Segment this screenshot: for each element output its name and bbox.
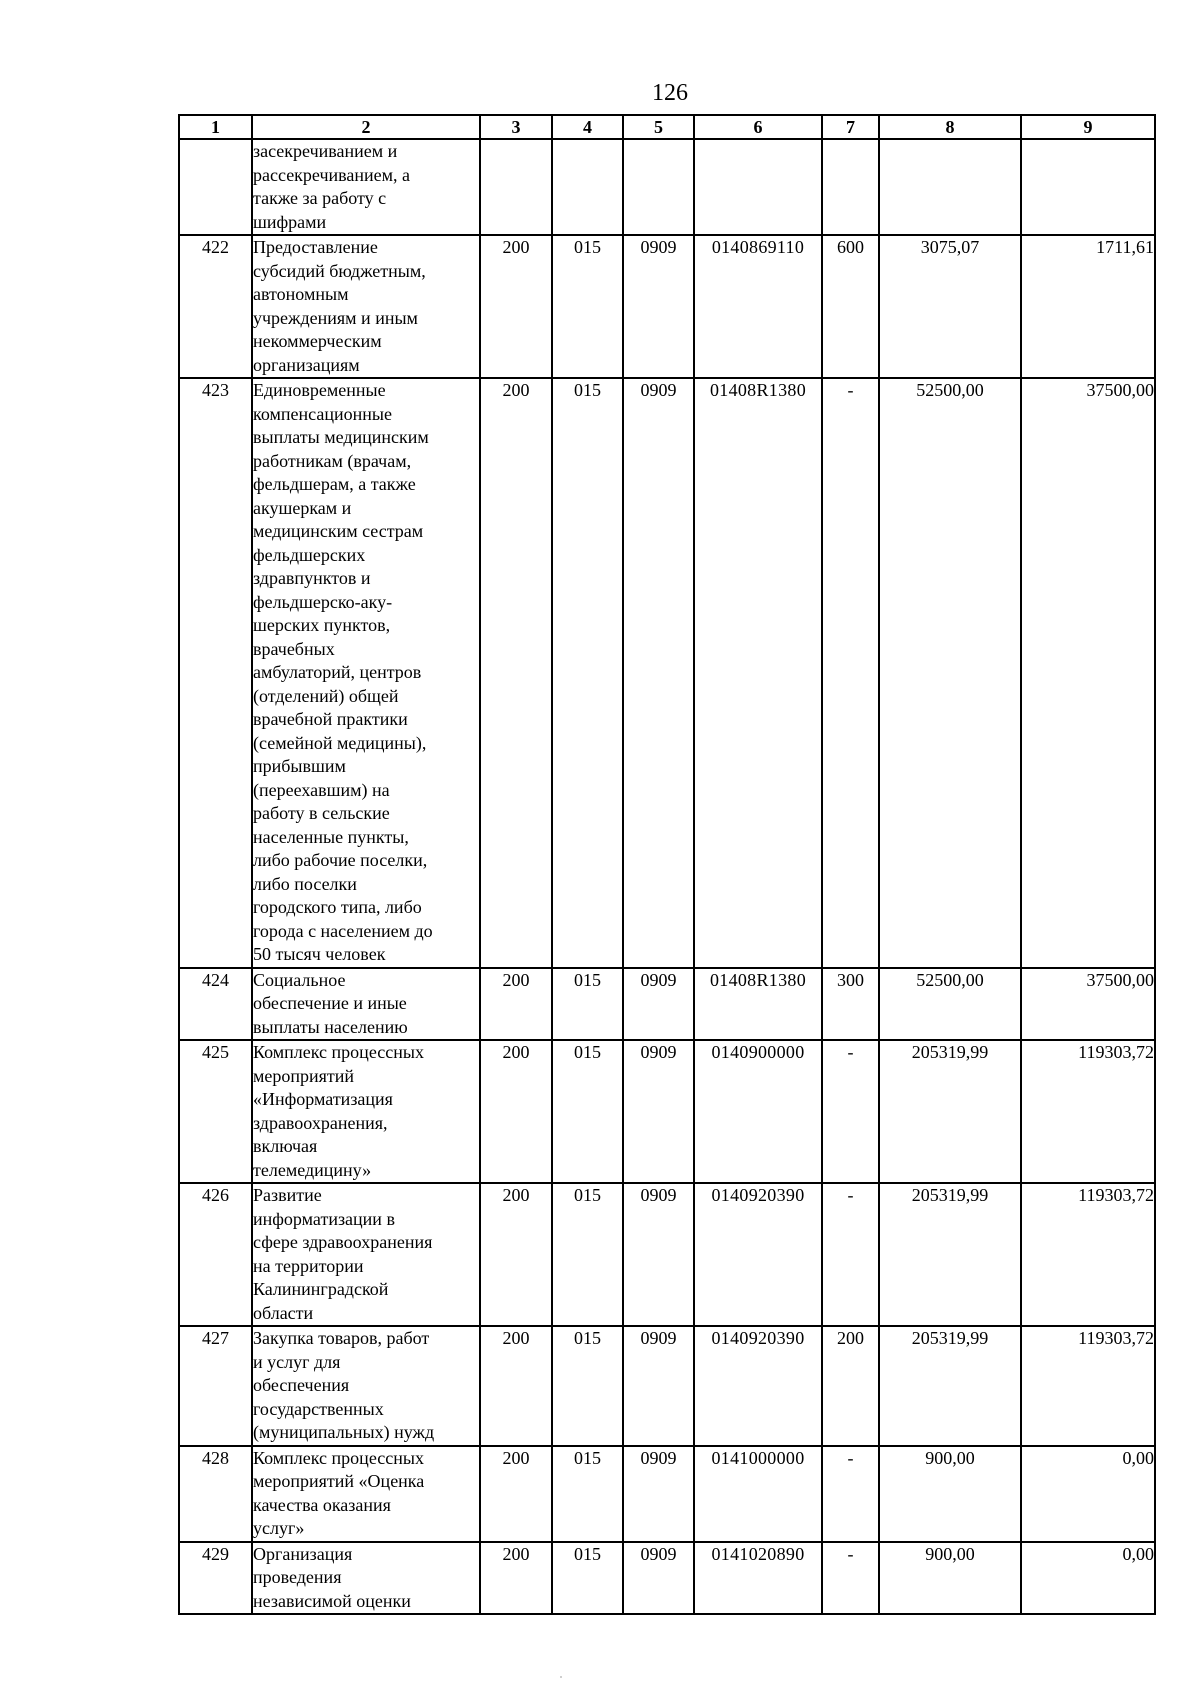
table-cell-col1: 423 xyxy=(179,378,252,968)
table-row xyxy=(179,1446,1155,1542)
table-cell-col4: 015 xyxy=(552,1542,623,1615)
table-cell-col5: 0909 xyxy=(623,1542,694,1615)
table-cell-col6: 01408R1380 xyxy=(694,378,822,968)
table-cell-col5: 0909 xyxy=(623,1326,694,1446)
budget-table xyxy=(178,114,1156,1615)
table-cell-col3: 200 xyxy=(480,235,552,378)
table-cell-col3: 200 xyxy=(480,1040,552,1183)
table-cell-col3: 200 xyxy=(480,1542,552,1615)
table-cell-col1 xyxy=(179,139,252,235)
table-cell-col6: 0140920390 xyxy=(694,1326,822,1446)
table-row xyxy=(179,1542,1155,1615)
table-cell-col5: 0909 xyxy=(623,378,694,968)
header-cell-4: 4 xyxy=(552,115,623,139)
table-cell-col8: 205319,99 xyxy=(879,1040,1021,1183)
table-cell-col4: 015 xyxy=(552,1446,623,1542)
table-cell-col4: 015 xyxy=(552,1326,623,1446)
table-cell-col9: 0,00 xyxy=(1021,1542,1155,1615)
table-cell-col2: засекречиванием и рассекречиванием, а также за работу с шифрами xyxy=(252,139,480,235)
table-cell-col1: 424 xyxy=(179,968,252,1041)
table-cell-col6: 0140900000 xyxy=(694,1040,822,1183)
table-row xyxy=(179,1326,1155,1446)
table-cell-col2: Социальное обеспечение и иные выплаты населению xyxy=(252,968,480,1041)
table-cell-col6: 0140920390 xyxy=(694,1183,822,1326)
table-cell-col8: 900,00 xyxy=(879,1542,1021,1615)
table-cell-col7: - xyxy=(822,1446,879,1542)
table-cell-col6: 0141000000 xyxy=(694,1446,822,1542)
table-cell-col3: 200 xyxy=(480,968,552,1041)
table-cell-col8: 205319,99 xyxy=(879,1326,1021,1446)
table-cell-col3: 200 xyxy=(480,1446,552,1542)
table-cell-col9: 1711,61 xyxy=(1021,235,1155,378)
table-cell-col1: 427 xyxy=(179,1326,252,1446)
table-row xyxy=(179,1040,1155,1183)
table-row xyxy=(179,235,1155,378)
table-cell-col9: 119303,72 xyxy=(1021,1040,1155,1183)
table-cell-col4: 015 xyxy=(552,1040,623,1183)
table-cell-col7: - xyxy=(822,1542,879,1615)
table-cell-col3: 200 xyxy=(480,378,552,968)
header-cell-1: 1 xyxy=(179,115,252,139)
header-cell-8: 8 xyxy=(879,115,1021,139)
table-cell-col7: 300 xyxy=(822,968,879,1041)
table-cell-col2: Организация проведения независимой оценки xyxy=(252,1542,480,1615)
table-cell-col4: 015 xyxy=(552,1183,623,1326)
table-row xyxy=(179,1183,1155,1326)
table-cell-col3: 200 xyxy=(480,1326,552,1446)
table-cell-col1: 422 xyxy=(179,235,252,378)
table-row xyxy=(179,378,1155,968)
table-cell-col7: 600 xyxy=(822,235,879,378)
table-cell-col4: 015 xyxy=(552,378,623,968)
table-cell-col9: 119303,72 xyxy=(1021,1326,1155,1446)
table-cell-col2: Развитие информатизации в сфере здравоохранения на территории Калининградской области xyxy=(252,1183,480,1326)
table-cell-col8: 900,00 xyxy=(879,1446,1021,1542)
table-cell-col1: 426 xyxy=(179,1183,252,1326)
table-row xyxy=(179,968,1155,1041)
table-cell-col1: 425 xyxy=(179,1040,252,1183)
table-cell-col5: 0909 xyxy=(623,1446,694,1542)
table-cell-col9: 0,00 xyxy=(1021,1446,1155,1542)
table-cell-col6: 0140869110 xyxy=(694,235,822,378)
header-cell-6: 6 xyxy=(694,115,822,139)
table-cell-col8: 3075,07 xyxy=(879,235,1021,378)
table-cell-col9 xyxy=(1021,139,1155,235)
page-number: 126 xyxy=(652,80,688,106)
scan-speck xyxy=(560,1676,562,1678)
table-cell-col7: - xyxy=(822,378,879,968)
header-cell-5: 5 xyxy=(623,115,694,139)
table-cell-col5: 0909 xyxy=(623,1183,694,1326)
table-cell-col8: 52500,00 xyxy=(879,378,1021,968)
table-cell-col7 xyxy=(822,139,879,235)
table-cell-col5: 0909 xyxy=(623,235,694,378)
table-cell-col1: 429 xyxy=(179,1542,252,1615)
table-cell-col2: Комплекс процессных мероприятий «Информатизация здравоохранения, включая телемедицину» xyxy=(252,1040,480,1183)
table-cell-col5: 0909 xyxy=(623,968,694,1041)
table-row xyxy=(179,139,1155,235)
header-cell-7: 7 xyxy=(822,115,879,139)
table-cell-col6: 01408R1380 xyxy=(694,968,822,1041)
table-cell-col9: 119303,72 xyxy=(1021,1183,1155,1326)
table-cell-col7: - xyxy=(822,1183,879,1326)
table-cell-col6: 0141020890 xyxy=(694,1542,822,1615)
table-cell-col9: 37500,00 xyxy=(1021,378,1155,968)
table-cell-col9: 37500,00 xyxy=(1021,968,1155,1041)
table-cell-col8: 52500,00 xyxy=(879,968,1021,1041)
header-row xyxy=(179,115,1155,139)
table-cell-col8: 205319,99 xyxy=(879,1183,1021,1326)
table-cell-col4: 015 xyxy=(552,235,623,378)
table-cell-col6 xyxy=(694,139,822,235)
table-body xyxy=(179,139,1155,1614)
table-cell-col2: Предоставление субсидий бюджетным, автономным учреждениям и иным некоммерческим организациям xyxy=(252,235,480,378)
table-cell-col7: - xyxy=(822,1040,879,1183)
table-cell-col8 xyxy=(879,139,1021,235)
table-cell-col2: Единовременные компенсационные выплаты медицинским работникам (врачам, фельдшерам, а также акушеркам и медицинским сестрам фельдшерских здравпунктов и фельдшерско-аку- шерских пунктов, врачебных амбулаторий, центров (отделений) общей врачебной практики (семейной медицины), прибывшим (переехавшим) на работу в сельские населенные пункты, либо рабочие поселки, либо поселки городского типа, либо города с населением до 50 тысяч человек xyxy=(252,378,480,968)
table-cell-col3 xyxy=(480,139,552,235)
table-cell-col7: 200 xyxy=(822,1326,879,1446)
table-cell-col4 xyxy=(552,139,623,235)
table-cell-col2: Комплекс процессных мероприятий «Оценка качества оказания услуг» xyxy=(252,1446,480,1542)
table-cell-col1: 428 xyxy=(179,1446,252,1542)
table-cell-col2: Закупка товаров, работ и услуг для обеспечения государственных (муниципальных) нужд xyxy=(252,1326,480,1446)
table-cell-col4: 015 xyxy=(552,968,623,1041)
header-cell-2: 2 xyxy=(252,115,480,139)
table-cell-col5 xyxy=(623,139,694,235)
header-cell-9: 9 xyxy=(1021,115,1155,139)
table-cell-col5: 0909 xyxy=(623,1040,694,1183)
header-cell-3: 3 xyxy=(480,115,552,139)
table-cell-col3: 200 xyxy=(480,1183,552,1326)
